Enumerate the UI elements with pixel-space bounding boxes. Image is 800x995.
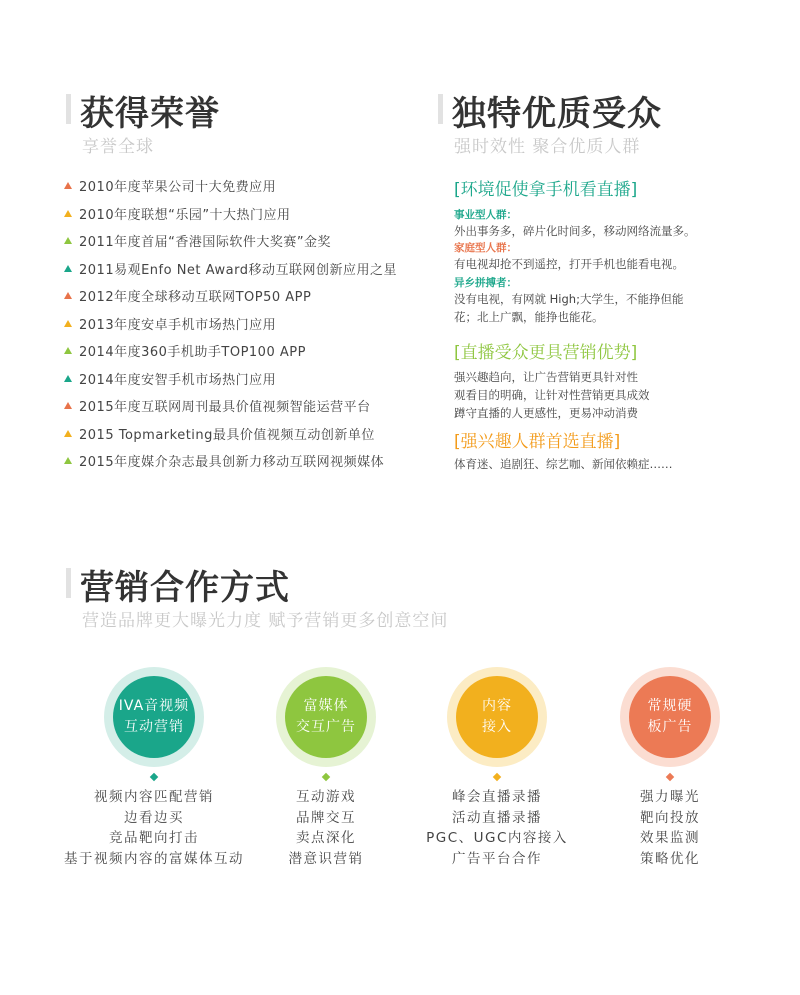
triangle-bullet-icon (64, 292, 72, 299)
audience-label-family: 家庭型人群： (454, 242, 517, 254)
audience-advantage-line: 强兴趣趋向，让广告营销更具针对性 (454, 370, 638, 384)
circle-label-line1: 常规硬 (647, 698, 693, 714)
content-access-items (407, 787, 587, 869)
triangle-bullet-icon (64, 237, 72, 244)
audience-heading-advantage: [直播受众更具营销优势] (454, 343, 638, 363)
awards-subtitle: 享誉全球 (82, 137, 154, 157)
triangle-bullet-icon (64, 320, 72, 327)
audience-block-3 (454, 427, 754, 473)
list-item: 强力曝光 (640, 789, 700, 805)
marketing-header (66, 560, 666, 630)
circle-label-line1: 内容 (482, 698, 512, 714)
list-item: PGC、UGC内容接入 (426, 830, 568, 846)
triangle-bullet-icon (64, 347, 72, 354)
circle-label-line2: 板广告 (647, 719, 693, 735)
iva-items (24, 787, 284, 869)
list-item: 靶向投放 (640, 809, 700, 826)
circle-label-line2: 互动营销 (124, 719, 184, 735)
audience-title: 独特优质受众 (452, 94, 662, 134)
list-item: 卖点深化 (296, 830, 356, 846)
triangle-bullet-icon (64, 375, 72, 382)
award-item: 2015 Topmarketing最具价值视频互动创新单位 (64, 420, 444, 448)
award-item: 2011年度首届“香港国际软件大奖赛”金奖 (64, 227, 444, 255)
award-item: 2014年度安智手机市场热门应用 (64, 365, 444, 393)
section-marker (438, 94, 443, 124)
diamond-icon (493, 773, 501, 781)
triangle-bullet-icon (64, 210, 72, 217)
audience-header (438, 86, 778, 156)
audience-label-career: 事业型人群： (454, 209, 517, 221)
award-item: 2010年度苹果公司十大免费应用 (64, 172, 444, 200)
audience-heading-environment: [环境促使拿手机看直播] (454, 180, 638, 200)
award-item: 2013年度安卓手机市场热门应用 (64, 310, 444, 338)
list-item: 视频内容匹配营销 (94, 789, 214, 805)
audience-text-family: 有电视却抢不到遥控，打开手机也能看电视。 (454, 257, 684, 271)
list-item: 竞品靶向打击 (109, 830, 199, 846)
diamond-icon (150, 773, 158, 781)
list-item: 互动游戏 (296, 789, 356, 805)
circle-label-line1: IVA音视频 (118, 698, 190, 714)
triangle-bullet-icon (64, 457, 72, 464)
award-item: 2015年度互联网周刊最具价值视频智能运营平台 (64, 392, 444, 420)
audience-advantage-line: 观看目的明确，让针对性营销更具成效 (454, 388, 650, 402)
marketing-subtitle: 营造品牌更大曝光力度 赋予营销更多创意空间 (82, 611, 449, 631)
audience-interest-line: 体育迷、追剧狂、综艺咖、新闻依赖症…… (454, 457, 673, 471)
awards-list (64, 172, 444, 475)
diamond-icon (666, 773, 674, 781)
section-marker (66, 568, 71, 598)
audience-block-2 (454, 338, 754, 422)
award-item: 2011易观Enfo Net Award移动互联网创新应用之星 (64, 255, 444, 283)
regular-ad-circle (620, 667, 720, 767)
audience-text-strivers-1: 没有电视，有网就 High;大学生，不能挣但能 (454, 292, 684, 306)
list-item: 基于视频内容的富媒体互动 (64, 850, 244, 867)
award-item: 2010年度联想“乐园”十大热门应用 (64, 200, 444, 228)
circle-label-line2: 接入 (482, 719, 512, 735)
awards-title: 获得荣誉 (80, 94, 220, 134)
list-item: 品牌交互 (296, 809, 356, 826)
content-access-circle (447, 667, 547, 767)
audience-text-career: 外出事务多，碎片化时间多，移动网络流量多。 (454, 224, 696, 238)
audience-heading-interest: [强兴趣人群首选直播] (454, 432, 621, 452)
list-item: 边看边买 (124, 809, 184, 826)
award-item: 2015年度媒介杂志最具创新力移动互联网视频媒体 (64, 447, 444, 475)
audience-text-strivers-2: 花；北上广飘，能挣也能花。 (454, 310, 604, 324)
audience-advantage-line: 蹲守直播的人更感性，更易冲动消费 (454, 406, 638, 420)
section-marker (66, 94, 71, 124)
list-item: 潜意识营销 (288, 850, 364, 867)
iva-circle (104, 667, 204, 767)
audience-block-1 (454, 175, 754, 326)
triangle-bullet-icon (64, 182, 72, 189)
list-item: 峰会直播录播 (452, 789, 542, 805)
list-item: 活动直播录播 (452, 809, 542, 826)
list-item: 策略优化 (640, 850, 700, 867)
rich-media-items (246, 787, 406, 869)
audience-label-strivers: 异乡拼搏者： (454, 277, 517, 289)
circle-label-line2: 交互广告 (296, 719, 356, 735)
rich-media-circle (276, 667, 376, 767)
triangle-bullet-icon (64, 430, 72, 437)
awards-header (66, 86, 406, 156)
diamond-icon (322, 773, 330, 781)
regular-ad-items (610, 787, 730, 869)
triangle-bullet-icon (64, 402, 72, 409)
list-item: 效果监测 (640, 830, 700, 846)
marketing-title: 营销合作方式 (80, 568, 290, 608)
list-item: 广告平台合作 (452, 850, 542, 867)
award-item: 2014年度360手机助手TOP100 APP (64, 337, 444, 365)
award-item: 2012年度全球移动互联网TOP50 APP (64, 282, 444, 310)
triangle-bullet-icon (64, 265, 72, 272)
audience-subtitle: 强时效性 聚合优质人群 (454, 137, 641, 157)
circle-label-line1: 富媒体 (303, 698, 349, 714)
